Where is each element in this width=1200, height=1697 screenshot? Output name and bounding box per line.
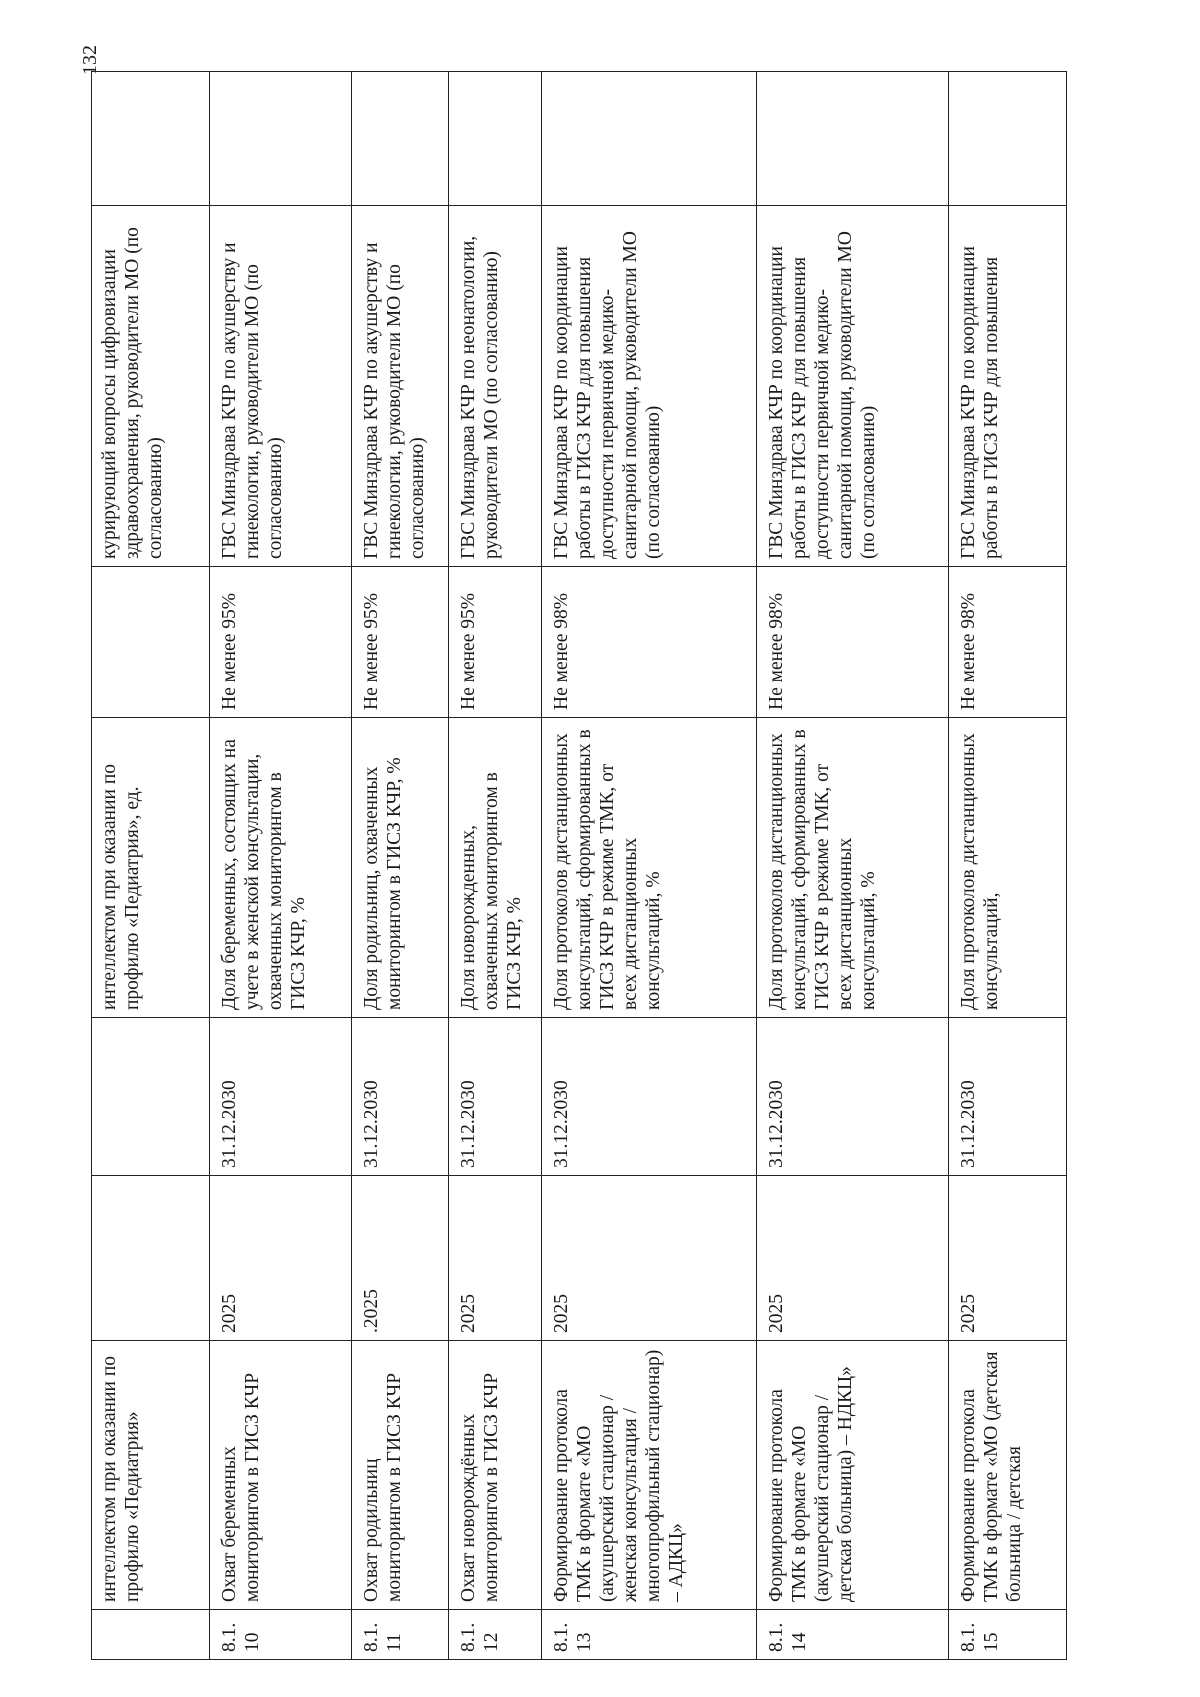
start-year-cell: [92, 1176, 210, 1341]
target-value-cell: Не менее 95%: [352, 567, 449, 718]
start-year-cell: .2025: [352, 1176, 449, 1341]
indicator-cell: Доля протоколов дистанционных консультаций, сформированных в ГИСЗ КЧР в режиме ТМК, от всех дистанционных консультаций, %: [757, 718, 949, 1018]
end-date-cell: 31.12.2030: [949, 1018, 1067, 1176]
row-number: 8.1.12: [449, 1610, 542, 1660]
indicator-cell: интеллектом при оказании по профилю «Педиатрия», ед.: [92, 718, 210, 1018]
plan-table: [91, 71, 1067, 1660]
event-cell: Формирование протокола ТМК в формате «МО (акушерский стационар / женская консультация / многопрофильный стационар) – АДКЦ»: [542, 1341, 757, 1610]
start-year-cell: 2025: [210, 1176, 352, 1341]
indicator-cell: Доля беременных, состоящих на учете в женской консультации, охваченных мониторингом в ГИСЗ КЧР, %: [210, 718, 352, 1018]
extra-cell: [92, 72, 210, 206]
start-year-cell: 2025: [757, 1176, 949, 1341]
end-date-cell: [92, 1018, 210, 1176]
target-value-cell: Не менее 95%: [449, 567, 542, 718]
row-number: [92, 1610, 210, 1660]
extra-cell: [210, 72, 352, 206]
event-cell: интеллектом при оказании по профилю «Педиатрия»: [92, 1341, 210, 1610]
extra-cell: [352, 72, 449, 206]
indicator-cell: Доля родильниц, охваченных мониторингом в ГИСЗ КЧР, %: [352, 718, 449, 1018]
end-date-cell: 31.12.2030: [210, 1018, 352, 1176]
row-number: 8.1.11: [352, 1610, 449, 1660]
table-row: [542, 72, 757, 1660]
extra-cell: [757, 72, 949, 206]
responsible-cell: курирующий вопросы цифровизации здравоохранения, руководители МО (по согласованию): [92, 206, 210, 567]
event-cell: Формирование протокола ТМК в формате «МО (акушерский стационар / детская больница) – НДКЦ»: [757, 1341, 949, 1610]
page-number: 132: [79, 45, 101, 75]
row-number: 8.1.10: [210, 1610, 352, 1660]
target-value-cell: Не менее 98%: [757, 567, 949, 718]
event-cell: Охват беременных мониторингом в ГИСЗ КЧР: [210, 1341, 352, 1610]
responsible-cell: ГВС Минздрава КЧР по координации работы в ГИСЗ КЧР для повышения доступности первичной медико-санитарной помощи, руководители МО (по согласованию): [542, 206, 757, 567]
extra-cell: [449, 72, 542, 206]
responsible-cell: ГВС Минздрава КЧР по акушерству и гинекологии, руководители МО (по согласованию): [210, 206, 352, 567]
row-number: 8.1.15: [949, 1610, 1067, 1660]
table-row: [92, 72, 210, 1660]
extra-cell: [949, 72, 1067, 206]
responsible-cell: ГВС Минздрава КЧР по координации работы в ГИСЗ КЧР для повышения: [949, 206, 1067, 567]
table-row: [757, 72, 949, 1660]
table-row: [210, 72, 352, 1660]
end-date-cell: 31.12.2030: [757, 1018, 949, 1176]
row-number: 8.1.14: [757, 1610, 949, 1660]
start-year-cell: 2025: [542, 1176, 757, 1341]
target-value-cell: Не менее 95%: [210, 567, 352, 718]
end-date-cell: 31.12.2030: [449, 1018, 542, 1176]
event-cell: Охват родильниц мониторингом в ГИСЗ КЧР: [352, 1341, 449, 1610]
event-cell: Охват новорождённых мониторингом в ГИСЗ КЧР: [449, 1341, 542, 1610]
table-row: [449, 72, 542, 1660]
table-row: [949, 72, 1067, 1660]
extra-cell: [542, 72, 757, 206]
target-value-cell: Не менее 98%: [542, 567, 757, 718]
end-date-cell: 31.12.2030: [542, 1018, 757, 1176]
indicator-cell: Доля новорожденных, охваченных мониторингом в ГИСЗ КЧР, %: [449, 718, 542, 1018]
responsible-cell: ГВС Минздрава КЧР по координации работы в ГИСЗ КЧР для повышения доступности первичной медико-санитарной помощи, руководители МО (по согласованию): [757, 206, 949, 567]
start-year-cell: 2025: [449, 1176, 542, 1341]
row-number: 8.1.13: [542, 1610, 757, 1660]
start-year-cell: 2025: [949, 1176, 1067, 1341]
responsible-cell: ГВС Минздрава КЧР по неонатологии, руководители МО (по согласованию): [449, 206, 542, 567]
table-row: [352, 72, 449, 1660]
end-date-cell: 31.12.2030: [352, 1018, 449, 1176]
target-value-cell: Не менее 98%: [949, 567, 1067, 718]
indicator-cell: Доля протоколов дистанционных консультаций, сформированных в ГИСЗ КЧР в режиме ТМК, от всех дистанционных консультаций, %: [542, 718, 757, 1018]
rotated-table-sheet: [91, 72, 1066, 1660]
responsible-cell: ГВС Минздрава КЧР по акушерству и гинекологии, руководители МО (по согласованию): [352, 206, 449, 567]
indicator-cell: Доля протоколов дистанционных консультаций,: [949, 718, 1067, 1018]
target-value-cell: [92, 567, 210, 718]
event-cell: Формирование протокола ТМК в формате «МО (детская больница / детская: [949, 1341, 1067, 1610]
